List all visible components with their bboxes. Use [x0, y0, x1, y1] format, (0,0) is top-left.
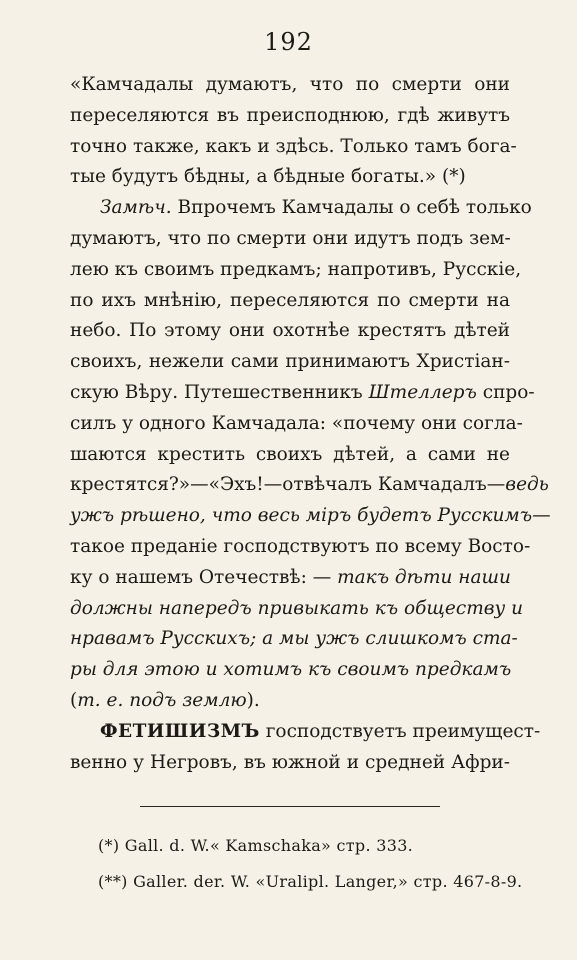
text-line: нравамъ Русскихъ; а мы ужъ слишкомъ ста- — [70, 628, 518, 650]
text-line: ФЕТИШИЗМЪ господствуетъ преимущест- — [100, 720, 541, 742]
section-term: ФЕТИШИЗМЪ — [100, 720, 260, 742]
text-line: своихъ, нежели сами принимаютъ Христіан- — [70, 351, 510, 373]
text-line: точно также, какъ и здѣсь. Только тамъ бога- — [70, 135, 517, 157]
text-line: ужъ рѣшено, что весь міръ будетъ Русскимъ— — [70, 505, 551, 527]
text-line: крестятся?»—«Эхъ!—отвѣчалъ Камчадалъ—ведь — [70, 474, 549, 496]
text-line: лею къ своимъ предкамъ; напротивъ, Русскіе, — [70, 258, 522, 280]
text-line: шаются крестить своихъ дѣтей, а сами не — [70, 443, 510, 465]
text-line: «Камчадалы думаютъ, что по смерти они — [70, 74, 510, 95]
text-line: такое преданіе господствуютъ по всему Восто- — [70, 535, 531, 557]
text-line: переселяются въ преисподнюю, гдѣ живутъ — [70, 104, 510, 126]
text-line: (т. е. подъ землю). — [70, 689, 260, 711]
text-line: тые будутъ бѣдны, а бѣдные богаты.» (*) — [70, 166, 466, 188]
text-line: силъ у одного Камчадала: «почему они согла- — [70, 412, 523, 434]
text-line: венно у Негровъ, въ южной и средней Афри- — [70, 751, 510, 773]
footnotes — [98, 828, 538, 900]
text-line: ры для этою и хотимъ къ своимъ предкамъ — [70, 659, 512, 681]
text-line: Замѣч. Впрочемъ Камчадалы о себѣ только — [100, 197, 532, 219]
footnote: (**) Galler. der. W. «Uralipl. Langer,» стр. 467-8-9. — [98, 872, 523, 891]
text-line: небо. По этому они охотнѣе крестятъ дѣтей — [70, 320, 510, 342]
text-line: скую Вѣру. Путешественникъ Штеллеръ спро- — [70, 381, 535, 403]
page-number: 192 — [264, 28, 313, 56]
text-line: ку о нашемъ Отечествѣ: — такъ дѣти наши — [70, 566, 511, 588]
text-line: думаютъ, что по смерти они идутъ подъ зем- — [70, 227, 511, 249]
text-line: по ихъ мнѣнію, переселяются по смерти на — [70, 289, 510, 311]
body-text — [70, 70, 551, 778]
footnote-divider — [140, 806, 440, 807]
text-line: должны напередъ привыкать къ обществу и — [70, 597, 524, 619]
traveller-name: Штеллеръ — [368, 381, 477, 403]
footnote: (*) Gall. d. W.« Kamschaka» стр. 333. — [98, 836, 414, 855]
remark-label: Замѣч. — [100, 197, 172, 219]
